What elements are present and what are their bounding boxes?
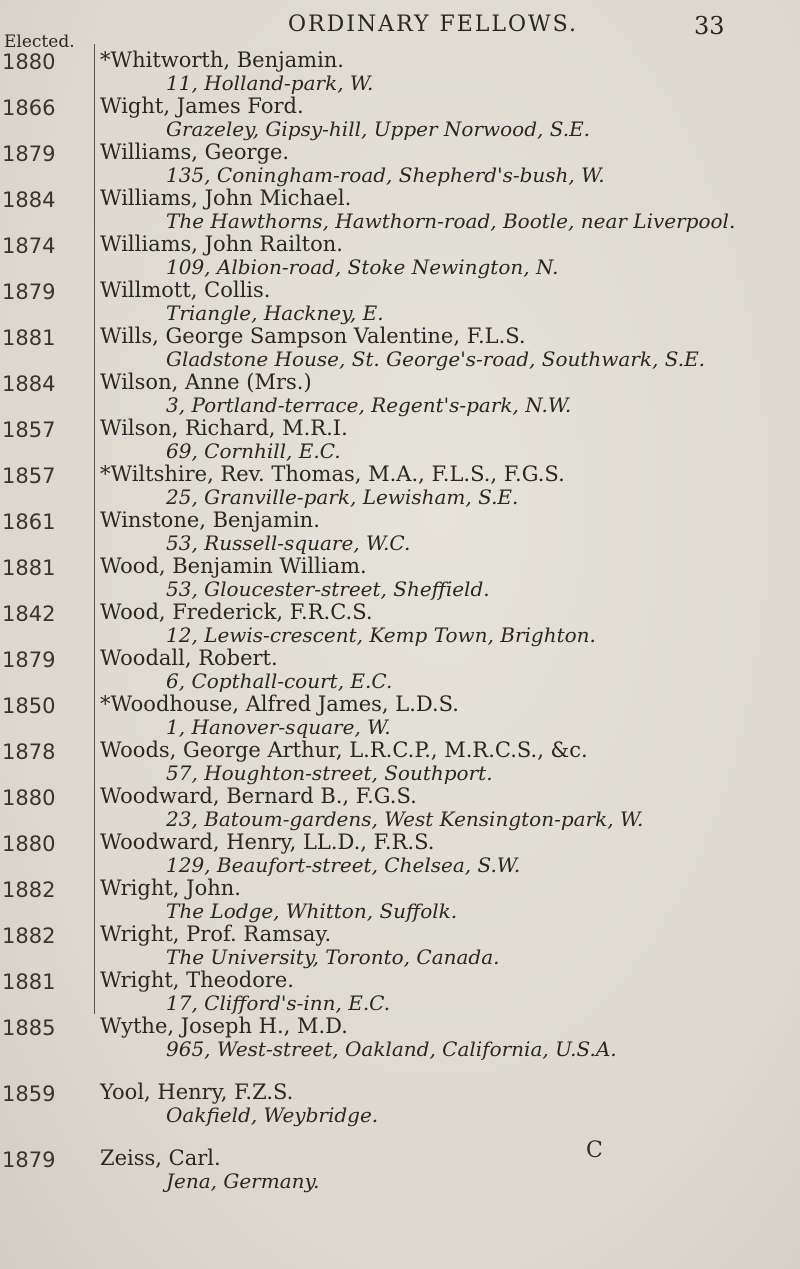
page-number: 33 — [694, 12, 725, 40]
elected-year: 1878 — [2, 740, 56, 764]
fellow-name: Yool, Henry, F.Z.S. — [100, 1080, 294, 1104]
fellow-address: Gladstone House, St. George's-road, Southwark, S.E. — [166, 347, 706, 371]
fellow-address: 53, Russell-square, W.C. — [166, 531, 411, 555]
list-item — [0, 372, 800, 418]
fellow-name: Williams, John Railton. — [100, 232, 343, 256]
fellow-address: Grazeley, Gipsy-hill, Upper Norwood, S.E. — [166, 117, 591, 141]
fellow-name: Wright, John. — [100, 876, 241, 900]
elected-year: 1879 — [2, 1148, 56, 1172]
elected-year: 1881 — [2, 970, 56, 994]
fellow-name: Wright, Prof. Ramsay. — [100, 922, 332, 946]
list-item — [0, 234, 800, 280]
fellow-address: 69, Cornhill, E.C. — [166, 439, 341, 463]
fellow-address: 25, Granville-park, Lewisham, S.E. — [166, 485, 519, 509]
fellow-address: The University, Toronto, Canada. — [166, 945, 500, 969]
elected-year: 1861 — [2, 510, 56, 534]
elected-year: 1879 — [2, 280, 56, 304]
elected-year: 1880 — [2, 786, 56, 810]
fellow-address: Oakfield, Weybridge. — [166, 1103, 379, 1127]
elected-year: 1880 — [2, 50, 56, 74]
fellow-name: Woodall, Robert. — [100, 646, 278, 670]
list-item — [0, 1016, 800, 1082]
fellow-name: Wilson, Anne (Mrs.) — [100, 370, 312, 394]
elected-year: 1857 — [2, 418, 56, 442]
fellow-name: Wilson, Richard, M.R.I. — [100, 416, 348, 440]
list-item — [0, 188, 800, 234]
list-item — [0, 418, 800, 464]
fellow-address: 57, Houghton-street, Southport. — [166, 761, 493, 785]
fellow-address: 135, Coningham-road, Shepherd's-bush, W. — [166, 163, 605, 187]
fellow-name: Willmott, Collis. — [100, 278, 271, 302]
list-item — [0, 878, 800, 924]
fellow-address: 1, Hanover-square, W. — [166, 715, 391, 739]
list-item — [0, 142, 800, 188]
list-item — [0, 924, 800, 970]
fellow-address: 109, Albion-road, Stoke Newington, N. — [166, 255, 559, 279]
fellow-address: 6, Copthall-court, E.C. — [166, 669, 393, 693]
list-item — [0, 464, 800, 510]
elected-year: 1881 — [2, 556, 56, 580]
fellow-address: 3, Portland-terrace, Regent's-park, N.W. — [166, 393, 572, 417]
fellow-name: Williams, John Michael. — [100, 186, 352, 210]
fellow-name: Wills, George Sampson Valentine, F.L.S. — [100, 324, 526, 348]
fellows-list — [0, 50, 800, 1194]
list-item — [0, 786, 800, 832]
list-item — [0, 970, 800, 1016]
elected-year: 1842 — [2, 602, 56, 626]
list-item — [0, 1148, 800, 1194]
fellow-name: Woodward, Henry, LL.D., F.R.S. — [100, 830, 435, 854]
fellow-name: Woodward, Bernard B., F.G.S. — [100, 784, 417, 808]
fellow-address: 17, Clifford's-inn, E.C. — [166, 991, 391, 1015]
fellow-address: 53, Gloucester-street, Sheffield. — [166, 577, 490, 601]
list-item — [0, 556, 800, 602]
fellow-name: Winstone, Benjamin. — [100, 508, 320, 532]
list-item — [0, 602, 800, 648]
fellow-address: 129, Beaufort-street, Chelsea, S.W. — [166, 853, 521, 877]
list-item — [0, 96, 800, 142]
elected-year: 1881 — [2, 326, 56, 350]
fellow-address: 12, Lewis-crescent, Kemp Town, Brighton. — [166, 623, 596, 647]
list-item — [0, 740, 800, 786]
list-item — [0, 832, 800, 878]
fellow-address: Triangle, Hackney, E. — [166, 301, 384, 325]
elected-year: 1884 — [2, 188, 56, 212]
fellow-address: The Lodge, Whitton, Suffolk. — [166, 899, 458, 923]
fellow-address: 23, Batoum-gardens, West Kensington-park, W. — [166, 807, 644, 831]
elected-year: 1882 — [2, 924, 56, 948]
fellow-address: Jena, Germany. — [166, 1169, 320, 1193]
fellow-name: *Wiltshire, Rev. Thomas, M.A., F.L.S., F.G.S. — [100, 462, 565, 486]
elected-year: 1885 — [2, 1016, 56, 1040]
elected-year: 1882 — [2, 878, 56, 902]
fellow-name: *Woodhouse, Alfred James, L.D.S. — [100, 692, 459, 716]
running-title: ORDINARY FELLOWS. — [288, 12, 578, 37]
elected-year: 1874 — [2, 234, 56, 258]
fellow-name: Wythe, Joseph H., M.D. — [100, 1014, 348, 1038]
list-item — [0, 326, 800, 372]
fellow-address: The Hawthorns, Hawthorn-road, Bootle, near Liverpool. — [166, 209, 736, 233]
signature-mark: C — [586, 1138, 603, 1163]
list-item — [0, 694, 800, 740]
fellow-name: Wright, Theodore. — [100, 968, 294, 992]
list-item — [0, 510, 800, 556]
fellow-name: Zeiss, Carl. — [100, 1146, 221, 1170]
fellow-name: *Whitworth, Benjamin. — [100, 48, 344, 72]
elected-year: 1866 — [2, 96, 56, 120]
fellow-name: Williams, George. — [100, 140, 290, 164]
elected-year: 1859 — [2, 1082, 56, 1106]
list-item — [0, 50, 800, 96]
elected-year: 1884 — [2, 372, 56, 396]
elected-year: 1880 — [2, 832, 56, 856]
fellow-address: 965, West-street, Oakland, California, U.S.A. — [166, 1037, 617, 1061]
list-item — [0, 1082, 800, 1148]
fellow-name: Wood, Benjamin William. — [100, 554, 367, 578]
elected-year: 1850 — [2, 694, 56, 718]
page-header — [0, 8, 800, 44]
list-item — [0, 280, 800, 326]
elected-year: 1879 — [2, 648, 56, 672]
list-item — [0, 648, 800, 694]
elected-year: 1857 — [2, 464, 56, 488]
fellow-name: Wood, Frederick, F.R.C.S. — [100, 600, 373, 624]
elected-year: 1879 — [2, 142, 56, 166]
fellow-name: Wight, James Ford. — [100, 94, 304, 118]
elected-column-label: Elected. — [4, 32, 75, 52]
fellow-name: Woods, George Arthur, L.R.C.P., M.R.C.S., &c. — [100, 738, 588, 762]
fellow-address: 11, Holland-park, W. — [166, 71, 374, 95]
